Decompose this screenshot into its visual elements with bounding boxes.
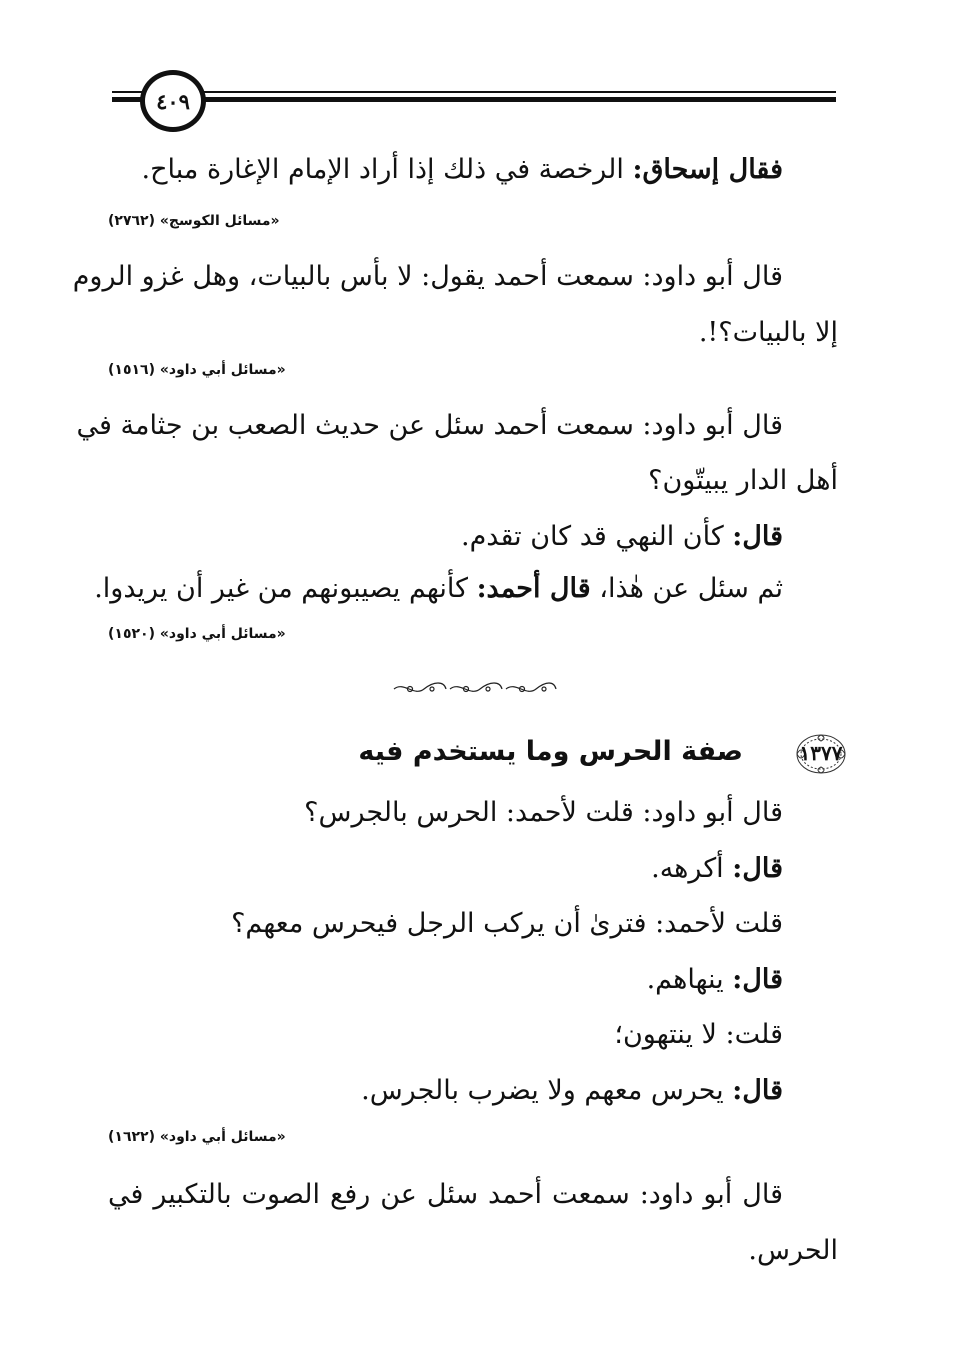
paragraph-text: قلت لأحمد: فترىٰ أن يركب الرجل فيحرس معهم؟: [231, 908, 783, 939]
paragraph-text: الحرس.: [748, 1235, 838, 1266]
paragraph-text: الرخصة في ذلك إذا أراد الإمام الإغارة مباح.: [141, 154, 624, 185]
paragraph-text: أكرهه.: [651, 853, 724, 884]
paragraph-text: قال أبو داود: سمعت أحمد سئل عن رفع الصوت بالتكبير في: [108, 1179, 783, 1210]
paragraph-text: يحرس معهم ولا يضرب بالجرس.: [361, 1075, 724, 1106]
section-number-badge: [794, 732, 848, 776]
paragraph-text: كأنهم يصيبونهم من غير أن يريدوا.: [94, 573, 468, 604]
paragraph-text: إلا بالبيات؟!.: [698, 317, 838, 348]
paragraph-text: قلت: لا ينتهون؛: [614, 1019, 783, 1050]
paragraph-text: قال أبو داود: سمعت أحمد يقول: لا بأس بالبيات، وهل غزو الروم: [72, 261, 783, 292]
paragraph-text: قال أبو داود: قلت لأحمد: الحرس بالجرس؟: [304, 797, 783, 828]
paragraph-ahmad: [94, 569, 838, 609]
reference-citation: «مسائل أبي داود» (١٥١٦): [108, 362, 286, 378]
paragraph-text: ينهاهم.: [646, 964, 724, 995]
paragraph-qal: [108, 517, 838, 557]
paragraph-text: كأن النهي قد كان تقدم.: [460, 521, 724, 552]
paragraph-text: أهل الدار يبيتّون؟: [648, 465, 838, 496]
speaker-label: فقال إسحاق:: [632, 154, 783, 185]
speaker-label: قال:: [732, 521, 783, 552]
speaker-label: قال:: [732, 1075, 783, 1106]
reference-citation: «مسائل أبي داود» (١٥٢٠): [108, 626, 286, 642]
paragraph-qal: [108, 960, 838, 1000]
reference-citation: «مسائل أبي داود» (١٦٢٢): [108, 1129, 286, 1145]
section-number: ١٣٧٧: [799, 741, 843, 765]
paragraph-qal: [108, 849, 838, 889]
paragraph-ishaq: [108, 150, 838, 190]
page-number-badge: [140, 70, 206, 132]
section-title: صفة الحرس وما يستخدم فيه: [358, 736, 743, 767]
page-number: ٤٠٩: [156, 88, 190, 114]
speaker-label: قال أحمد:: [476, 573, 591, 604]
paragraph-text: ثم سئل عن هٰذا،: [599, 573, 783, 604]
reference-citation: «مسائل الكوسج» (٢٧٦٢): [108, 213, 280, 229]
speaker-label: قال:: [732, 964, 783, 995]
ornament-divider: [390, 681, 560, 697]
speaker-label: قال:: [732, 853, 783, 884]
paragraph-text: قال أبو داود: سمعت أحمد سئل عن حديث الصعب بن جثامة في: [76, 410, 783, 441]
paragraph-qal: [108, 1071, 838, 1111]
section-heading-row: [108, 730, 848, 780]
